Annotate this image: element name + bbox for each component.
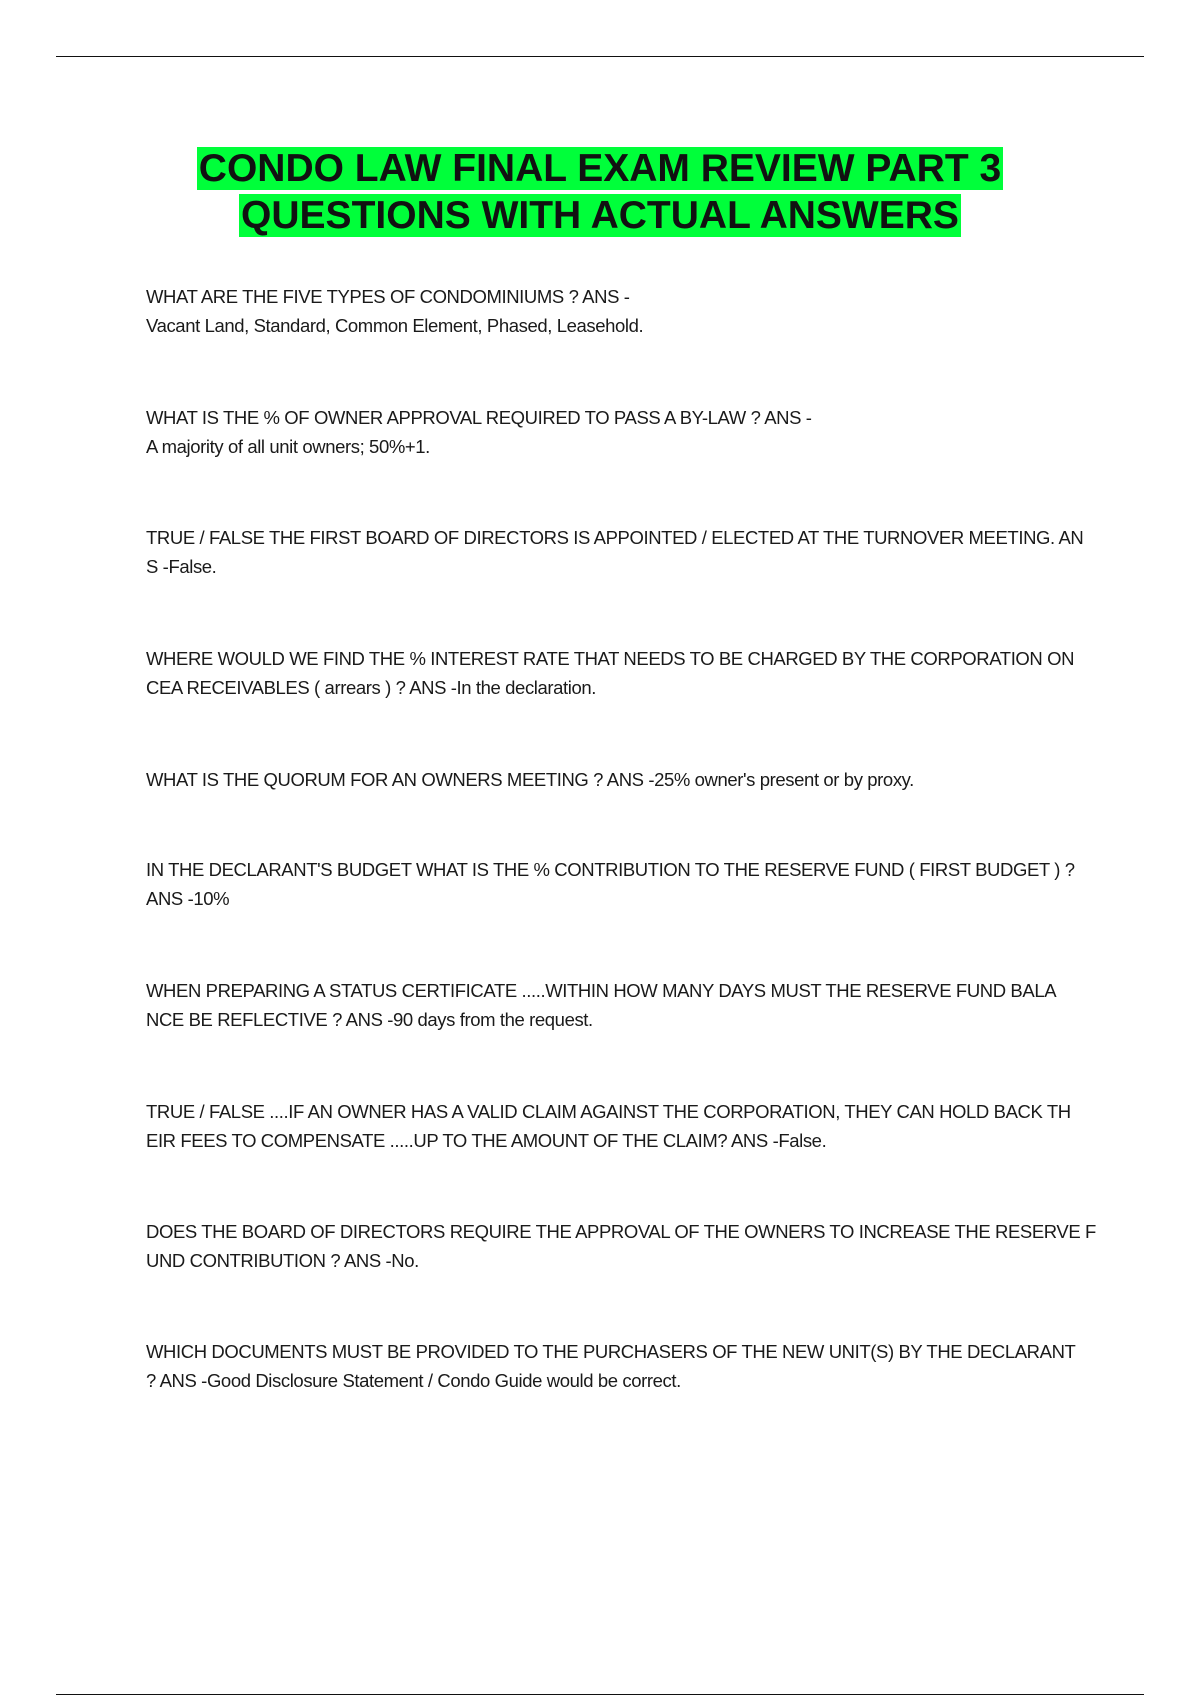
answer-line: ? ANS -Good Disclosure Statement / Condo Guide would be correct.	[146, 1370, 681, 1391]
qa-item	[146, 1337, 1096, 1395]
answer-line: ANS -10%	[146, 888, 230, 909]
qa-item	[146, 523, 1096, 581]
qa-item	[146, 855, 1096, 913]
answer-line: UND CONTRIBUTION ? ANS -No.	[146, 1250, 419, 1271]
question-line: DOES THE BOARD OF DIRECTORS REQUIRE THE APPROVAL OF THE OWNERS TO INCREASE THE RESERVE F	[146, 1221, 1096, 1242]
question-line: WHERE WOULD WE FIND THE % INTEREST RATE THAT NEEDS TO BE CHARGED BY THE CORPORATION ON	[146, 648, 1075, 669]
qa-item	[146, 976, 1096, 1034]
qa-item	[146, 1217, 1096, 1275]
answer-line: S -False.	[146, 556, 217, 577]
document-title	[0, 145, 1200, 239]
answer-line: Vacant Land, Standard, Common Element, Phased, Leasehold.	[146, 315, 644, 336]
answer-line: CEA RECEIVABLES ( arrears ) ? ANS -In the declaration.	[146, 677, 597, 698]
title-line-1: CONDO LAW FINAL EXAM REVIEW PART 3	[198, 147, 1002, 190]
question-line: WHICH DOCUMENTS MUST BE PROVIDED TO THE PURCHASERS OF THE NEW UNIT(S) BY THE DECLARANT	[146, 1341, 1076, 1362]
bottom-rule	[56, 1694, 1144, 1695]
answer-line: NCE BE REFLECTIVE ? ANS -90 days from the request.	[146, 1009, 593, 1030]
title-line-2: QUESTIONS WITH ACTUAL ANSWERS	[241, 194, 959, 237]
question-line: WHEN PREPARING A STATUS CERTIFICATE .....WITHIN HOW MANY DAYS MUST THE RESERVE FUND BALA	[146, 980, 1057, 1001]
question-line: TRUE / FALSE ....IF AN OWNER HAS A VALID CLAIM AGAINST THE CORPORATION, THEY CAN HOLD BACK TH	[146, 1101, 1071, 1122]
qa-item	[146, 765, 1096, 794]
question-line: WHAT ARE THE FIVE TYPES OF CONDOMINIUMS ? ANS -	[146, 286, 630, 307]
question-line: IN THE DECLARANT'S BUDGET WHAT IS THE % CONTRIBUTION TO THE RESERVE FUND ( FIRST BUDGET ) ?	[146, 859, 1075, 880]
question-line: WHAT IS THE QUORUM FOR AN OWNERS MEETING ? ANS -25% owner's present or by proxy.	[146, 769, 914, 790]
answer-line: EIR FEES TO COMPENSATE .....UP TO THE AMOUNT OF THE CLAIM? ANS -False.	[146, 1130, 827, 1151]
question-line: WHAT IS THE % OF OWNER APPROVAL REQUIRED TO PASS A BY-LAW ? ANS -	[146, 407, 812, 428]
top-rule	[56, 56, 1144, 57]
question-line: TRUE / FALSE THE FIRST BOARD OF DIRECTORS IS APPOINTED / ELECTED AT THE TURNOVER MEETING. AN	[146, 527, 1084, 548]
qa-item	[146, 644, 1096, 702]
qa-item	[146, 1097, 1096, 1155]
answer-line: A majority of all unit owners; 50%+1.	[146, 436, 430, 457]
qa-item	[146, 403, 1096, 461]
qa-item	[146, 282, 1096, 340]
